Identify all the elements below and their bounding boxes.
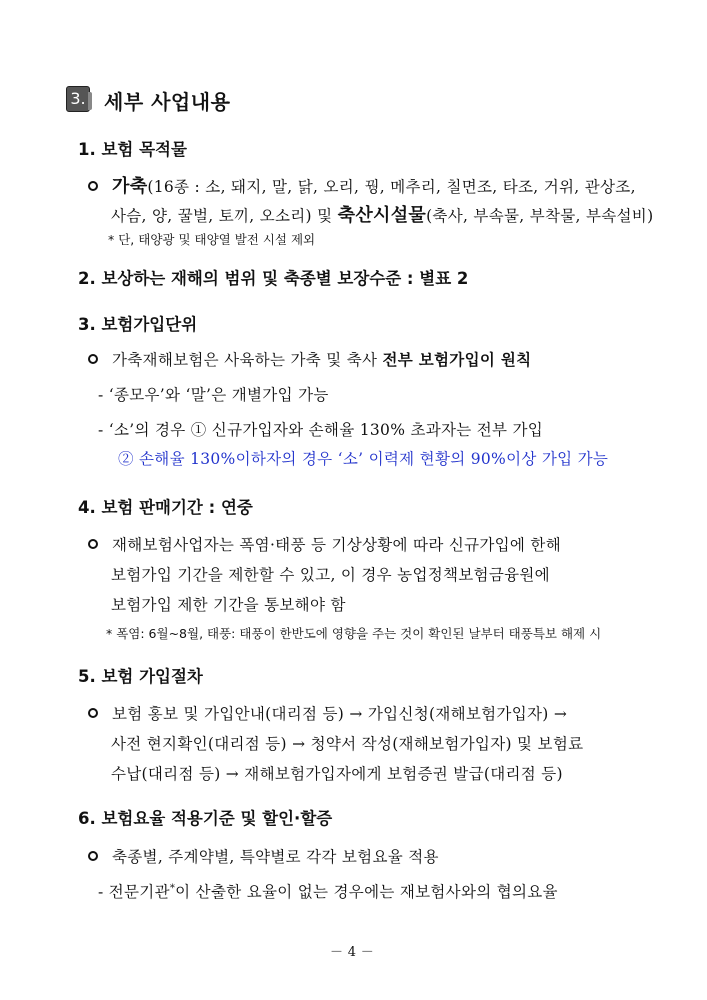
s3-line-4: ② 손해율 130%이하자의 경우 ‘소’ 이력제 현황의 90%이상 가입 가능 [118,450,609,468]
s1-l2-a: 사슴, 양, 꿀벌, 토끼, 오소리) 및 [111,207,338,225]
s1-line-1 [88,172,636,198]
s5-l1: 보험 홍보 및 가입안내(대리점 등) → 가입신청(재해보험가입자) → [112,705,568,723]
heading-5: 5. 보험 가입절차 [78,667,203,686]
heading-2: 2. 보상하는 재해의 범위 및 축종별 보장수준 : 별표 2 [78,269,469,288]
s1-note: * 단, 태양광 및 태양열 발전 시설 제외 [108,232,316,247]
circle-bullet-icon [88,851,98,861]
section-number-badge [66,86,90,112]
s3-line-3: - ‘소’의 경우 ① 신규가입자와 손해율 130% 초과자는 전부 가입 [98,421,544,439]
s4-l1: 재해보험사업자는 폭염·태풍 등 기상상황에 따라 신규가입에 한해 [112,536,561,554]
heading-4: 4. 보험 판매기간 : 연중 [78,498,253,517]
s3-l1-a: 가축재해보험은 사육하는 가축 및 축사 [112,351,383,369]
s4-line-2: 보험가입 기간을 제한할 수 있고, 이 경우 농업정책보험금융원에 [111,566,550,584]
s6-line-1 [88,845,439,867]
s1-line-2 [111,201,653,227]
s5-line-1 [88,702,567,724]
circle-bullet-icon [88,708,98,718]
page-number: － 4 － [330,945,375,960]
s6-l2-a: - 전문기관 [98,883,170,901]
s4-line-3: 보험가입 제한 기간을 통보해야 함 [111,596,346,614]
s6-l1: 축종별, 주계약별, 특약별로 각각 보험요율 적용 [112,848,439,866]
s6-l2-sup: * [169,882,176,894]
section-number: 3. [70,89,86,108]
s1-l1-rest: (16종 : 소, 돼지, 말, 닭, 오리, 꿩, 메추리, 칠면조, 타조, 거위, 관상조, [147,178,636,196]
circle-bullet-icon [88,539,98,549]
s5-line-2: 사전 현지확인(대리점 등) → 청약서 작성(재해보험가입자) 및 보험료 [111,735,584,753]
circle-bullet-icon [88,181,98,191]
heading-1: 1. 보험 목적물 [78,140,187,159]
s3-line-2: - ‘종모우’와 ‘말’은 개별가입 가능 [98,386,329,404]
heading-3: 3. 보험가입단위 [78,315,198,334]
s3-line-1 [88,348,531,370]
badge-shadow [88,92,92,110]
s1-l2-rest: (축사, 부속물, 부착물, 부속설비) [426,207,654,225]
s4-note: * 폭염: 6월~8월, 태풍: 태풍이 한반도에 영향을 주는 것이 확인된 날부터 태풍특보 해제 시 [106,626,602,641]
s3-l1-bold: 전부 보험가입이 원칙 [382,351,532,369]
section-title: 세부 사업내용 [104,90,231,114]
s6-l2-b: 이 산출한 요율이 없는 경우에는 재보험사와의 협의요율 [175,883,558,901]
s1-l1-big: 가축 [112,176,148,197]
heading-6: 6. 보험요율 적용기준 및 할인·할증 [78,809,333,828]
s6-line-2 [98,880,558,902]
circle-bullet-icon [88,354,98,364]
s5-line-3: 수납(대리점 등) → 재해보험가입자에게 보험증권 발급(대리점 등) [111,765,563,783]
s4-line-1 [88,533,561,555]
s1-l2-big: 축산시설물 [337,205,427,226]
